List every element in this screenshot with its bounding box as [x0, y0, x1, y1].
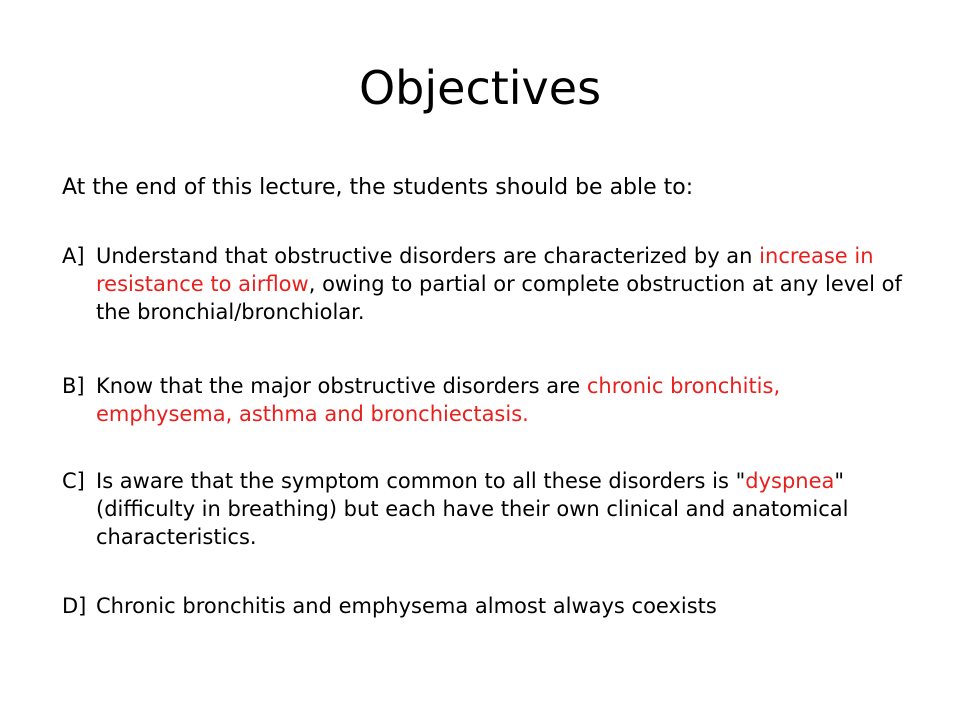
- objective-item-c: [62, 467, 902, 551]
- item-text: Know that the major obstructive disorders are: [96, 374, 587, 398]
- item-marker: A]: [62, 244, 85, 268]
- slide-title: Objectives: [358, 61, 602, 115]
- item-body: [96, 592, 902, 620]
- item-text: , owing to partial or complete obstruction at any level of the bronchial/bronchiolar.: [96, 272, 902, 324]
- objective-item-d: [62, 592, 902, 620]
- highlighted-text: increase in resistance to airflow: [96, 244, 874, 296]
- intro-text: At the end of this lecture, the students should be able to:: [62, 175, 694, 200]
- item-marker: D]: [62, 594, 87, 618]
- item-body: [96, 467, 902, 551]
- item-body: [96, 372, 902, 428]
- item-marker: B]: [62, 374, 85, 398]
- highlighted-text: dyspnea: [745, 469, 835, 493]
- item-text: Is aware that the symptom common to all these disorders is ": [96, 469, 746, 493]
- highlighted-text: chronic bronchitis, emphysema, asthma and bronchiectasis.: [96, 374, 781, 426]
- item-marker: C]: [62, 469, 85, 493]
- item-text: Chronic bronchitis and emphysema almost always coexists: [96, 594, 717, 618]
- objective-item-b: [62, 372, 902, 428]
- item-text: " (difficulty in breathing) but each have their own clinical and anatomical characteristics.: [96, 469, 849, 549]
- objective-item-a: [62, 242, 902, 326]
- item-text: Understand that obstructive disorders are characterized by an: [96, 244, 760, 268]
- item-body: [96, 242, 902, 326]
